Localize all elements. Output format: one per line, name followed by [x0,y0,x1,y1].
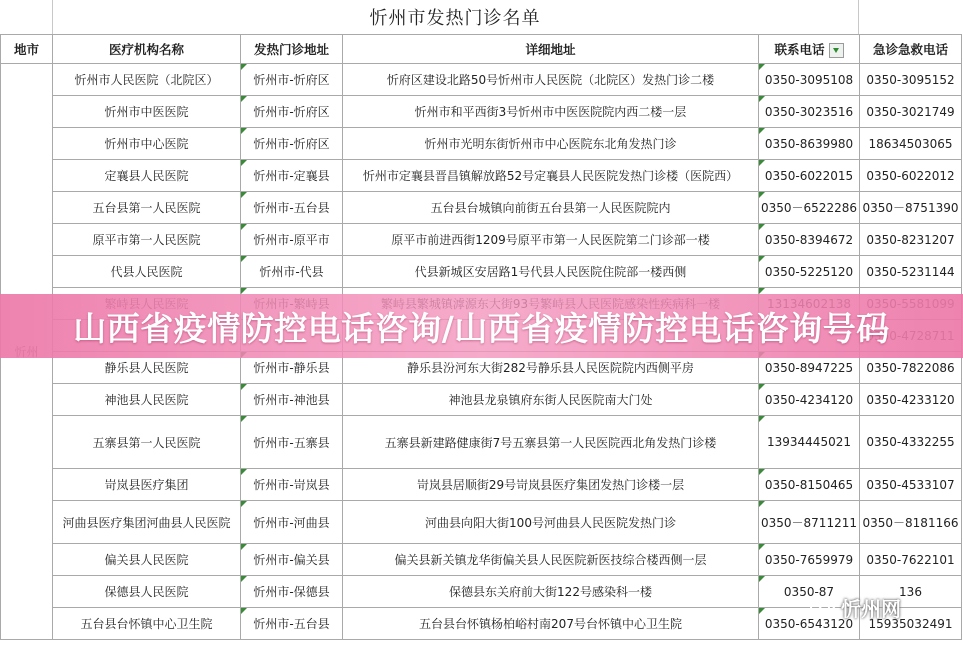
clinic-address-cell: 忻州市-偏关县 [241,544,343,576]
emergency-phone-cell: 0350-5231144 [860,256,962,288]
detail-address-cell: 代县新城区安居路1号代县人民医院住院部一楼西侧 [343,256,759,288]
wechat-icon [810,598,836,618]
detail-address-cell: 原平市前进西街1209号原平市第一人民医院第二门诊部一楼 [343,224,759,256]
emergency-phone-cell: 0350-7622101 [860,544,962,576]
hospital-cell: 五台县第一人民医院 [53,192,241,224]
clinic-address-cell: 忻州市-五台县 [241,192,343,224]
hospital-cell: 五台县台怀镇中心卫生院 [53,608,241,640]
phone-cell: 0350-4234120 [759,384,860,416]
table-row [1,192,962,224]
phone-cell: 0350-8947225 [759,352,860,384]
watermark-text: 忻州网 [841,597,901,621]
table-row [1,501,962,544]
table-row [1,416,962,469]
detail-address-cell: 岢岚县居顺街29号岢岚县医疗集团发热门诊楼一层 [343,469,759,501]
hospital-cell: 定襄县人民医院 [53,160,241,192]
detail-address-cell: 忻州市光明东街忻州市中心医院东北角发热门诊 [343,128,759,160]
phone-cell: 0350-6543120 [759,608,860,640]
phone-cell: 0350－8711211 [759,501,860,544]
detail-address-cell: 五寨县新建路健康街7号五寨县第一人民医院西北角发热门诊楼 [343,416,759,469]
filter-dropdown-icon[interactable] [829,43,844,58]
clinic-address-cell: 忻州市-神池县 [241,384,343,416]
headline-banner [0,294,963,358]
col-header-detail-address: 详细地址 [343,35,759,64]
phone-cell: 0350-5225120 [759,256,860,288]
hospital-cell: 忻州市中心医院 [53,128,241,160]
emergency-phone-cell: 136 [860,576,962,608]
hospital-cell: 岢岚县医疗集团 [53,469,241,501]
detail-address-cell: 忻州市定襄县晋昌镇解放路52号定襄县人民医院发热门诊楼（医院西） [343,160,759,192]
hospital-cell: 神池县人民医院 [53,384,241,416]
hospital-cell: 静乐县人民医院 [53,352,241,384]
sheet-title: 忻州市发热门诊名单 [52,0,859,34]
col-header-region: 地市 [1,35,53,64]
clinic-address-cell: 忻州市-代县 [241,256,343,288]
emergency-phone-cell: 0350－8751390 [860,192,962,224]
detail-address-cell: 河曲县向阳大街100号河曲县人民医院发热门诊 [343,501,759,544]
clinic-address-cell: 忻州市-岢岚县 [241,469,343,501]
phone-cell: 0350-87 [759,576,860,608]
table-row [1,160,962,192]
phone-cell: 0350-8150465 [759,469,860,501]
table-row [1,384,962,416]
title-left-cell [0,0,53,34]
detail-address-cell: 静乐县汾河东大街282号静乐县人民医院院内西侧平房 [343,352,759,384]
clinic-address-cell: 忻州市-忻府区 [241,96,343,128]
emergency-phone-cell: 0350-7822086 [860,352,962,384]
table-header-row [1,35,962,64]
col-header-emergency-phone: 急诊急救电话 [860,35,962,64]
hospital-cell: 河曲县医疗集团河曲县人民医院 [53,501,241,544]
emergency-phone-cell: 0350-6022012 [860,160,962,192]
detail-address-cell: 五台县台城镇向前街五台县第一人民医院院内 [343,192,759,224]
hospital-cell: 保德县人民医院 [53,576,241,608]
col-header-clinic-address: 发热门诊地址 [241,35,343,64]
table-row [1,64,962,96]
col-header-hospital: 医疗机构名称 [53,35,241,64]
emergency-phone-cell: 0350-4332255 [860,416,962,469]
watermark [810,593,901,622]
hospital-cell: 忻州市人民医院（北院区） [53,64,241,96]
phone-cell: 0350-8394672 [759,224,860,256]
emergency-phone-cell: 0350-3095152 [860,64,962,96]
clinic-address-cell: 忻州市-忻府区 [241,128,343,160]
hospital-cell: 忻州市中医医院 [53,96,241,128]
phone-cell: 0350-8639980 [759,128,860,160]
clinic-address-cell: 忻州市-定襄县 [241,160,343,192]
table-row [1,256,962,288]
clinic-address-cell: 忻州市-五台县 [241,608,343,640]
phone-cell: 0350－6522286 [759,192,860,224]
emergency-phone-cell: 15935032491 [860,608,962,640]
table-row [1,128,962,160]
hospital-cell: 偏关县人民医院 [53,544,241,576]
emergency-phone-cell: 0350-4533107 [860,469,962,501]
phone-cell: 13934445021 [759,416,860,469]
table-row [1,469,962,501]
clinic-address-cell: 忻州市-原平市 [241,224,343,256]
detail-address-cell: 保德县东关府前大街122号感染科一楼 [343,576,759,608]
clinic-address-cell: 忻州市-忻府区 [241,64,343,96]
emergency-phone-cell: 0350-4233120 [860,384,962,416]
detail-address-cell: 偏关县新关镇龙华街偏关县人民医院新医技综合楼西侧一层 [343,544,759,576]
emergency-phone-cell: 0350-3021749 [860,96,962,128]
emergency-phone-cell: 0350－8181166 [860,501,962,544]
detail-address-cell: 忻府区建设北路50号忻州市人民医院（北院区）发热门诊二楼 [343,64,759,96]
hospital-cell: 代县人民医院 [53,256,241,288]
table-row [1,544,962,576]
col-header-phone [759,35,860,64]
phone-cell: 0350-3095108 [759,64,860,96]
phone-cell: 0350-7659979 [759,544,860,576]
detail-address-cell: 五台县台怀镇杨柏峪村南207号台怀镇中心卫生院 [343,608,759,640]
emergency-phone-cell: 0350-8231207 [860,224,962,256]
phone-cell: 0350-3023516 [759,96,860,128]
detail-address-cell: 忻州市和平西街3号忻州市中医医院院内西二楼一层 [343,96,759,128]
clinic-address-cell: 忻州市-保德县 [241,576,343,608]
clinic-address-cell: 忻州市-河曲县 [241,501,343,544]
col-header-phone-label: 联系电话 [774,42,825,57]
detail-address-cell: 神池县龙泉镇府东街人民医院南大门处 [343,384,759,416]
phone-cell: 0350-6022015 [759,160,860,192]
headline-text: 山西省疫情防控电话咨询/山西省疫情防控电话咨询号码 [73,308,890,348]
table-row [1,96,962,128]
table-row [1,224,962,256]
clinic-address-cell: 忻州市-五寨县 [241,416,343,469]
hospital-cell: 五寨县第一人民医院 [53,416,241,469]
emergency-phone-cell: 18634503065 [860,128,962,160]
hospital-cell: 原平市第一人民医院 [53,224,241,256]
clinic-address-cell: 忻州市-静乐县 [241,352,343,384]
